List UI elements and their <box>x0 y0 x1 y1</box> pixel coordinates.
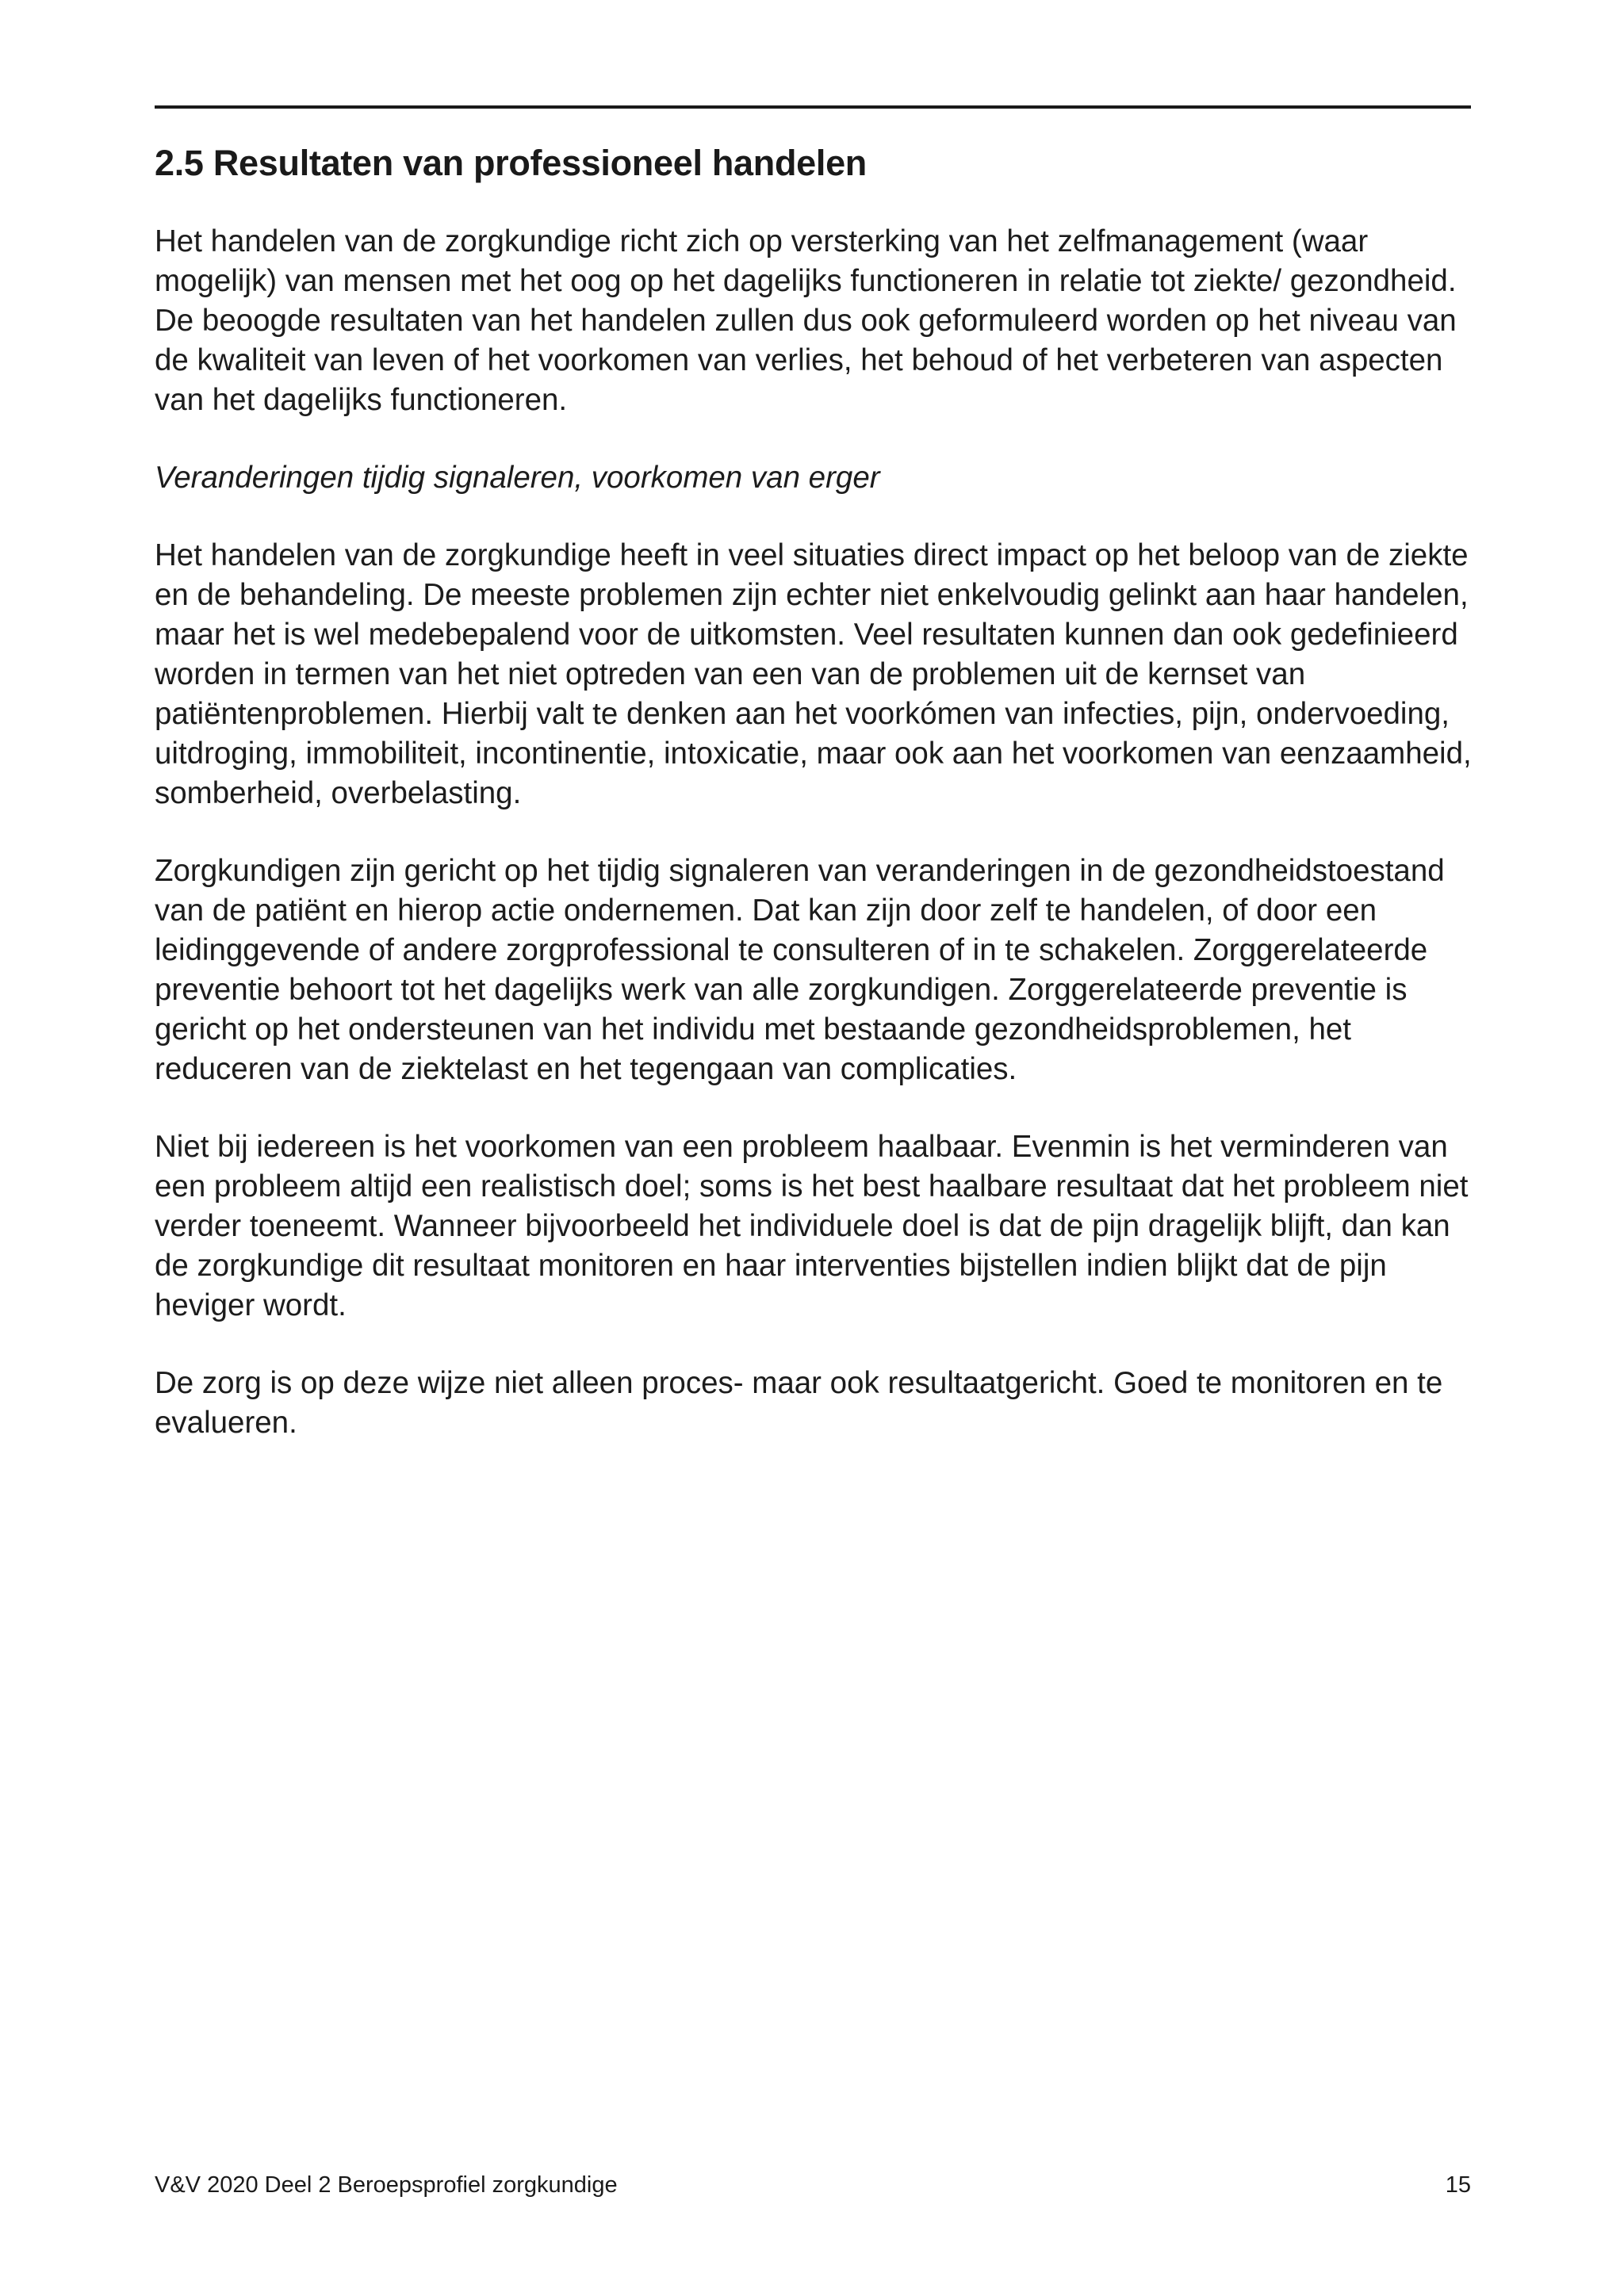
paragraph-feasibility: Niet bij iedereen is het voorkomen van een probleem haalbaar. Evenmin is het verminderen van een probleem altijd een realistisch doel; soms is het best haalbare resultaat dat het probleem niet verder toeneemt. Wanneer bijvoorbeeld het individuele doel is dat de pijn dragelijk blijft, dan kan de zorgkundige dit resultaat monitoren en haar interventies bijstellen indien blijkt dat de pijn heviger wordt. <box>155 1129 1469 1322</box>
top-rule-divider <box>155 105 1471 109</box>
page-content <box>155 143 1479 1481</box>
paragraph-signaling: Zorgkundigen zijn gericht op het tijdig signaleren van veranderingen in de gezondheidstoestand van de patiënt en hierop actie ondernemen. Dat kan zijn door zelf te handelen, of door een leidinggevende of andere zorgprofessional te consulteren of in te schakelen. Zorggerelateerde preventie behoort tot het dagelijks werk van alle zorgkundigen. Zorggerelateerde preventie is gericht op het ondersteunen van het individu met bestaande gezondheidsproblemen, het reduceren van de ziektelast en het tegengaan van complicaties. <box>155 853 1445 1086</box>
footer-publication: V&V 2020 Deel 2 Beroepsprofiel zorgkundige <box>155 2172 618 2198</box>
paragraph-conclusion: De zorg is op deze wijze niet alleen proces- maar ook resultaatgericht. Goed te monitoren en te evalueren. <box>155 1365 1443 1440</box>
section-title: 2.5 Resultaten van professioneel handelen <box>155 143 867 183</box>
page-number: 15 <box>1445 2172 1471 2198</box>
paragraph-intro: Het handelen van de zorgkundige richt zich op versterking van het zelfmanagement (waar mogelijk) van mensen met het oog op het dagelijks functioneren in relatie tot ziekte/ gezondheid. De beoogde resultaten van het handelen zullen dus ook geformuleerd worden op het niveau van de kwaliteit van leven of het voorkomen van verlies, het behoud of het verbeteren van aspecten van het dagelijks functioneren. <box>155 224 1457 417</box>
italic-subheading: Veranderingen tijdig signaleren, voorkomen van erger <box>155 460 880 495</box>
paragraph-impact: Het handelen van de zorgkundige heeft in veel situaties direct impact op het beloop van de ziekte en de behandeling. De meeste problemen zijn echter niet enkelvoudig gelinkt aan haar handelen, maar het is wel medebepalend voor de uitkomsten. Veel resultaten kunnen dan ook gedefinieerd worden in termen van het niet optreden van een van de problemen uit de kernset van patiëntenproblemen. Hierbij valt te denken aan het voorkómen van infecties, pijn, ondervoeding, uitdroging, immobiliteit, incontinentie, intoxicatie, maar ook aan het voorkomen van eenzaamheid, somberheid, overbelasting. <box>155 538 1472 810</box>
